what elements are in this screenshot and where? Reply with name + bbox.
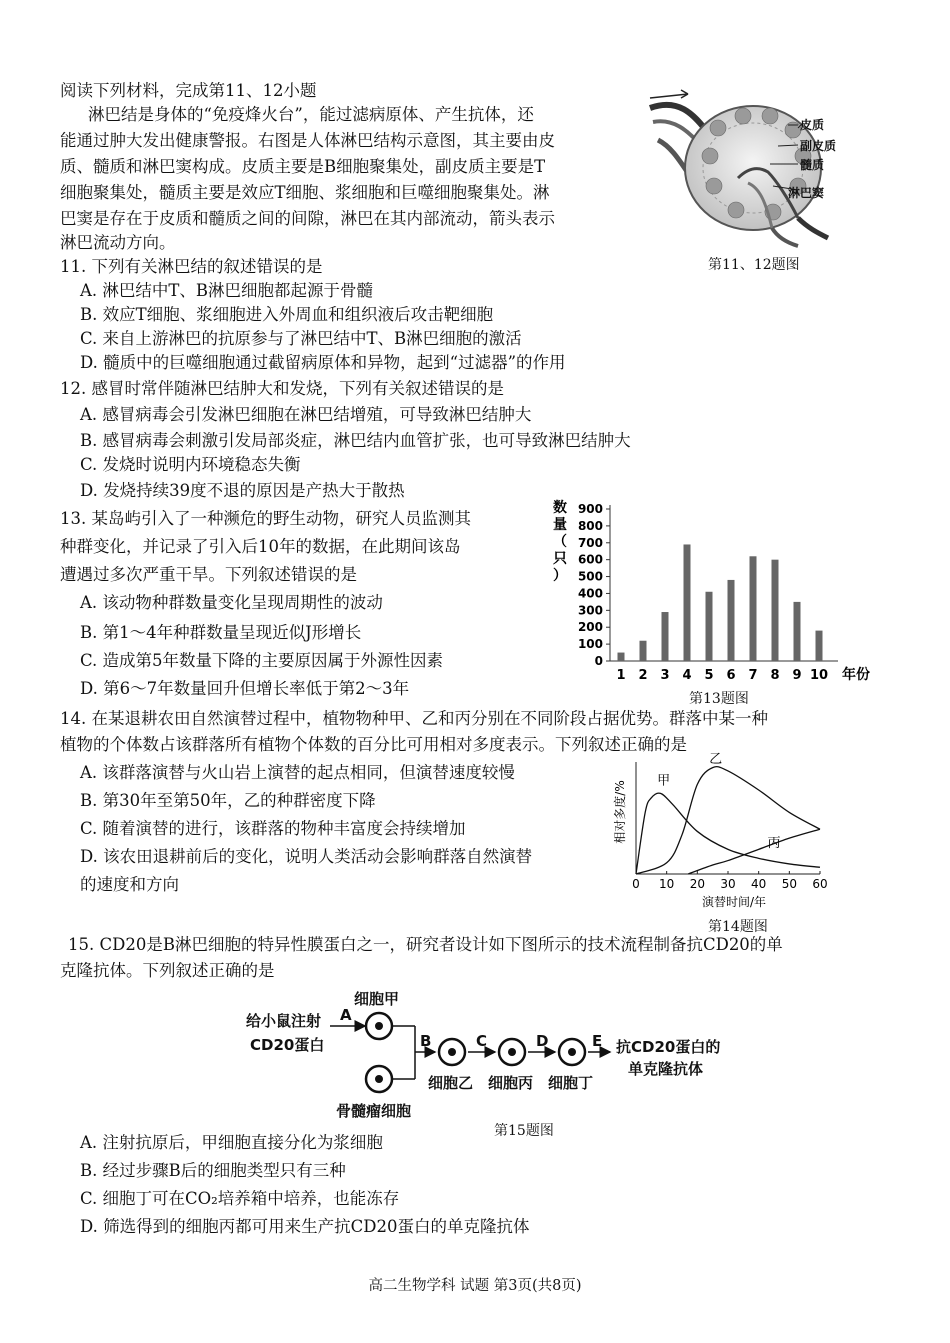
question-stem: 12. 感冒时常伴随淋巴结肿大和发烧，下列有关叙述错误的是 [60, 379, 504, 398]
passage-line: 质、髓质和淋巴窦构成。皮质主要是B细胞聚集处，副皮质主要是T [60, 157, 546, 176]
x-tick-label: 5 [704, 668, 714, 683]
question-stem: 13. 某岛屿引入了一种濒危的野生动物，研究人员监测其 [60, 509, 471, 528]
antibody-flow-diagram [240, 984, 740, 1119]
step-e-label: E [592, 1032, 603, 1050]
option-a: A. 注射抗原后，甲细胞直接分化为浆细胞 [80, 1133, 383, 1152]
y-tick-label: 800 [577, 518, 603, 533]
y-tick-label: 200 [577, 620, 603, 635]
step-c-label: C [476, 1032, 488, 1050]
passage-line: 巴窦是存在于皮质和髓质之间的间隙，淋巴在其内部流动，箭头表示 [60, 209, 555, 228]
inject-label: 给小鼠注射 [246, 1012, 322, 1030]
figure-caption: 第14题图 [708, 919, 768, 935]
lymph-node-illustration [648, 88, 880, 248]
option-a: A. 该群落演替与火山岩上演替的起点相同，但演替速度较慢 [80, 763, 515, 782]
y-tick-label: 900 [577, 502, 603, 516]
x-tick-label: 60 [812, 877, 828, 891]
y-tick-label: 100 [577, 637, 603, 652]
option-c: C. 随着演替的进行，该群落的物种丰富度会持续增加 [80, 819, 466, 838]
question-stem: 植物的个体数占该群落所有植物个体数的百分比可用相对多度表示。下列叙述正确的是 [60, 735, 687, 754]
passage-line: 细胞聚集处，髓质主要是效应T细胞、浆细胞和巨噬细胞聚集处。淋 [60, 183, 550, 202]
bar [662, 612, 669, 661]
bar [728, 580, 735, 661]
x-tick-label: 10 [809, 668, 829, 683]
question-stem: 种群变化，并记录了引入后10年的数据，在此期间该岛 [60, 537, 461, 556]
series-line [636, 793, 820, 874]
x-tick-label: 8 [770, 668, 780, 683]
question-stem: 克隆抗体。下列叙述正确的是 [60, 961, 275, 980]
label-lymph-sinus: 淋巴窦 [788, 186, 825, 200]
step-d-label: D [536, 1032, 549, 1050]
product-label: 抗CD20蛋白的 [616, 1038, 721, 1056]
cell-icon [499, 1039, 525, 1065]
x-axis-label: 演替时间/年 [701, 895, 767, 909]
x-axis-label: 年份 [842, 667, 870, 683]
option-b: B. 第1～4年种群数量呈现近似J形增长 [80, 623, 362, 642]
option-b: B. 感冒病毒会刺激引发局部炎症，淋巴结内血管扩张，也可导致淋巴结肿大 [80, 431, 631, 450]
x-tick-label: 20 [689, 877, 705, 891]
x-tick-label: 50 [781, 877, 797, 891]
passage-line: 能通过肿大发出健康警报。右图是人体淋巴结构示意图，其主要由皮 [60, 131, 555, 150]
x-tick-label: 7 [748, 668, 758, 683]
product-label: 单克隆抗体 [628, 1060, 704, 1078]
bar [794, 602, 801, 661]
x-tick-label: 9 [792, 668, 802, 683]
page-footer: 高二生物学科 试题 第3页(共8页) [368, 1278, 582, 1294]
lymph-node-figure [648, 88, 880, 248]
passage-line: 淋巴结是身体的“免疫烽火台”，能过滤病原体、产生抗体，还 [88, 105, 534, 124]
option-d: D. 筛选得到的细胞丙都可用来生产抗CD20蛋白的单克隆抗体 [80, 1217, 530, 1236]
option-b: B. 效应T细胞、浆细胞进入外周血和组织液后攻击靶细胞 [80, 305, 494, 324]
inject-label: CD20蛋白 [250, 1036, 325, 1054]
question-stem: 11. 下列有关淋巴结的叙述错误的是 [60, 257, 323, 276]
step-a-label: A [340, 1006, 352, 1024]
population-bar-chart [545, 498, 880, 693]
option-c: C. 来自上游淋巴的抗原参与了淋巴结中T、B淋巴细胞的激活 [80, 329, 522, 348]
bar [772, 560, 779, 661]
question-stem: 15. CD20是B淋巴细胞的特异性膜蛋白之一，研究者设计如下图所示的技术流程制备抗CD20的单 [68, 935, 783, 954]
bar [618, 653, 625, 661]
y-axis-label [553, 499, 567, 584]
bar [640, 641, 647, 661]
option-c: C. 细胞丁可在CO₂培养箱中培养，也能冻存 [80, 1189, 400, 1208]
svg-text:）: ） [553, 568, 567, 584]
y-tick-label: 0 [594, 654, 603, 668]
option-a: A. 感冒病毒会引发淋巴细胞在淋巴结增殖，可导致淋巴结肿大 [80, 405, 532, 424]
y-tick-label: 500 [577, 569, 603, 584]
option-d: D. 发烧持续39度不退的原因是产热大于散热 [80, 481, 405, 500]
figure-caption: 第13题图 [689, 691, 749, 707]
x-tick-label: 3 [660, 668, 670, 683]
cell-icon [439, 1039, 465, 1065]
question-stem: 14. 在某退耕农田自然演替过程中，植物物种甲、乙和丙分别在不同阶段占据优势。群落中某一种 [60, 709, 768, 728]
svg-text:量: 量 [553, 517, 567, 533]
bar [684, 544, 691, 661]
option-a: A. 该动物种群数量变化呈现周期性的波动 [80, 593, 383, 612]
y-tick-label: 700 [577, 535, 603, 550]
cell-icon [366, 1013, 392, 1039]
cell-icon [366, 1066, 392, 1092]
x-tick-label: 0 [632, 877, 640, 891]
passage-line: 淋巴流动方向。 [60, 233, 176, 252]
bar [750, 556, 757, 661]
label-paracortex: 副皮质 [800, 139, 837, 153]
option-b: B. 经过步骤B后的细胞类型只有三种 [80, 1161, 346, 1180]
svg-text:只: 只 [553, 551, 567, 567]
cell-jia-label: 细胞甲 [354, 990, 400, 1008]
x-tick-label: 40 [751, 877, 767, 891]
series-label: 丙 [767, 836, 781, 852]
step-b-label: B [420, 1032, 432, 1050]
label-cortex: 皮质 [800, 118, 825, 132]
label-medulla: 髓质 [800, 158, 825, 172]
cell-ding-label: 细胞丁 [548, 1074, 594, 1092]
myeloma-label: 骨髓瘤细胞 [336, 1102, 412, 1120]
succession-line-chart [612, 752, 840, 912]
cell-yi-label: 细胞乙 [428, 1074, 474, 1092]
option-a: A. 淋巴结中T、B淋巴细胞都起源于骨髓 [80, 281, 374, 300]
option-b: B. 第30年至第50年，乙的种群密度下降 [80, 791, 376, 810]
y-tick-label: 600 [577, 552, 603, 567]
x-tick-label: 6 [726, 668, 736, 683]
option-c: C. 发烧时说明内环境稳态失衡 [80, 455, 301, 474]
svg-text:数: 数 [553, 500, 567, 516]
option-d: D. 该农田退耕前后的变化，说明人类活动会影响群落自然演替 [80, 847, 533, 866]
y-tick-label: 300 [577, 603, 603, 618]
bar [706, 592, 713, 661]
x-tick-label: 10 [659, 877, 675, 891]
cell-icon [559, 1039, 585, 1065]
y-axis-label: 相对多度/% [613, 780, 627, 844]
series-line [688, 829, 820, 874]
x-tick-label: 2 [638, 668, 648, 683]
series-label: 甲 [657, 773, 671, 789]
option-c: C. 造成第5年数量下降的主要原因属于外源性因素 [80, 651, 444, 670]
svg-text:（: （ [553, 534, 567, 550]
option-d-continued: 的速度和方向 [80, 875, 179, 894]
series-label: 乙 [709, 752, 723, 768]
x-tick-label: 30 [720, 877, 736, 891]
x-tick-label: 4 [682, 668, 692, 683]
option-d: D. 第6～7年数量回升但增长率低于第2～3年 [80, 679, 410, 698]
cell-bing-label: 细胞丙 [488, 1074, 534, 1092]
option-d: D. 髓质中的巨噬细胞通过截留病原体和异物，起到“过滤器”的作用 [80, 353, 566, 372]
figure-caption: 第11、12题图 [708, 257, 800, 273]
question-stem: 遭遇过多次严重干旱。下列叙述错误的是 [60, 565, 357, 584]
x-tick-label: 1 [616, 668, 626, 683]
figure-caption: 第15题图 [494, 1123, 554, 1139]
bar [816, 631, 823, 661]
y-tick-label: 400 [577, 586, 603, 601]
intro-line: 阅读下列材料，完成第11、12小题 [60, 81, 317, 100]
